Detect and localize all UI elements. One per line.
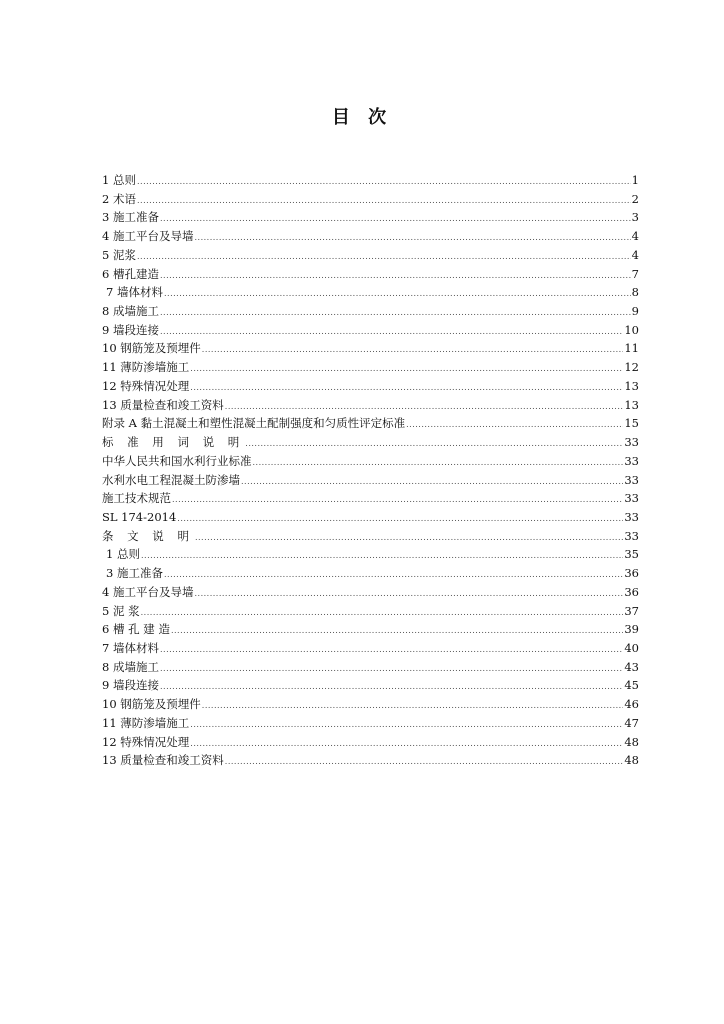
toc-entry-page: 36 (624, 566, 639, 581)
toc-entry[interactable] (102, 414, 639, 433)
toc-entry-page: 2 (631, 191, 639, 206)
toc-entry-page: 43 (624, 659, 639, 674)
toc-dot-leader (160, 304, 631, 323)
toc-entry-label: 施工技术规范 (102, 491, 171, 506)
toc-entry[interactable] (102, 564, 639, 583)
toc-entry-label: 11 薄防渗墙施工 (102, 715, 190, 730)
toc-entry[interactable] (102, 246, 639, 265)
toc-dot-leader (164, 566, 623, 585)
toc-entry-label: 12 特殊情况处理 (102, 378, 190, 393)
toc-entry-label: SL 174-2014 (102, 509, 177, 524)
toc-entry[interactable] (102, 171, 639, 190)
toc-entry-page: 12 (624, 360, 639, 375)
toc-entry[interactable] (102, 602, 639, 621)
toc-entry-page: 47 (624, 715, 639, 730)
toc-entry-label: 3 施工准备 (106, 566, 163, 581)
toc-entry[interactable] (102, 714, 639, 733)
toc-dot-leader (137, 173, 631, 192)
toc-dot-leader (245, 435, 623, 454)
toc-dot-leader (190, 735, 623, 754)
toc-entry-label: 3 施工准备 (102, 210, 159, 225)
toc-entry-page: 8 (631, 285, 639, 300)
toc-entry-label: 4 施工平台及导墙 (102, 584, 194, 599)
toc-dot-leader (160, 678, 623, 697)
toc-entry-page: 46 (624, 697, 639, 712)
toc-entry[interactable] (102, 583, 639, 602)
toc-entry-label: 13 质量检查和竣工资料 (102, 397, 224, 412)
toc-entry[interactable] (102, 208, 639, 227)
toc-dot-leader (137, 192, 631, 211)
toc-entry-label: 8 成墙施工 (102, 659, 159, 674)
toc-entry-label: 9 墙段连接 (102, 322, 159, 337)
toc-entry-label: 中华人民共和国水利行业标准 (102, 453, 252, 468)
toc-dot-leader (171, 622, 623, 641)
toc-dot-leader (225, 753, 624, 772)
toc-entry-label: 附录 A 黏土混凝土和塑性混凝土配制强度和匀质性评定标准 (102, 416, 406, 431)
toc-entry-page: 48 (624, 753, 639, 768)
toc-entry-page: 4 (631, 229, 639, 244)
toc-dot-leader (160, 210, 631, 229)
toc-entry[interactable] (102, 658, 639, 677)
toc-dot-leader (202, 697, 624, 716)
toc-entry-page: 36 (624, 584, 639, 599)
toc-entry-page: 33 (624, 528, 639, 543)
toc-entry-label: 13 质量检查和竣工资料 (102, 753, 224, 768)
toc-entry-label: 水利水电工程混凝土防渗墙 (102, 472, 240, 487)
toc-dot-leader (172, 491, 623, 510)
toc-dot-leader (190, 716, 623, 735)
toc-entry[interactable] (102, 321, 639, 340)
toc-entry-label: 2 术语 (102, 191, 136, 206)
toc-entry[interactable] (102, 751, 639, 770)
toc-entry[interactable] (102, 527, 639, 546)
toc-entry-label: 4 施工平台及导墙 (102, 229, 194, 244)
toc-dot-leader (141, 547, 623, 566)
toc-entry-page: 3 (631, 210, 639, 225)
toc-entry-label: 7 墙体材料 (102, 640, 159, 655)
toc-entry[interactable] (102, 620, 639, 639)
toc-dot-leader (141, 604, 624, 623)
toc-dot-leader (177, 510, 623, 529)
toc-entry[interactable] (102, 676, 639, 695)
toc-entry-page: 15 (624, 416, 639, 431)
toc-entry[interactable] (102, 339, 639, 358)
toc-entry[interactable] (102, 265, 639, 284)
toc-entry-label: 11 薄防渗墙施工 (102, 360, 190, 375)
table-of-contents (102, 171, 639, 770)
toc-entry-page: 45 (624, 678, 639, 693)
toc-dot-leader (195, 529, 623, 548)
toc-entry-label: 1 总则 (102, 173, 136, 187)
toc-dot-leader (194, 585, 623, 604)
toc-entry[interactable] (102, 471, 639, 490)
toc-dot-leader (406, 416, 623, 435)
toc-dot-leader (190, 379, 623, 398)
page-title: 目 次 (331, 107, 393, 128)
toc-entry[interactable] (102, 508, 639, 527)
toc-entry-label: 5 泥 浆 (102, 603, 140, 618)
toc-entry-page: 33 (624, 491, 639, 506)
toc-entry-page: 7 (631, 266, 639, 281)
toc-entry[interactable] (102, 695, 639, 714)
toc-entry[interactable] (102, 452, 639, 471)
toc-dot-leader (253, 454, 624, 473)
toc-entry-page: 9 (631, 304, 639, 319)
toc-dot-leader (241, 473, 623, 492)
toc-entry-page: 35 (624, 547, 639, 562)
toc-dot-leader (164, 285, 631, 304)
toc-entry[interactable] (102, 283, 639, 302)
toc-entry-page: 33 (624, 472, 639, 487)
toc-entry-page: 39 (624, 622, 639, 637)
toc-entry-page: 33 (624, 453, 639, 468)
toc-entry-label: 6 槽 孔 建 造 (102, 622, 170, 637)
toc-entry[interactable] (102, 377, 639, 396)
toc-entry-label: 1 总则 (106, 547, 140, 562)
toc-entry[interactable] (102, 489, 639, 508)
toc-dot-leader (190, 360, 623, 379)
toc-entry-label: 5 泥浆 (102, 247, 136, 262)
toc-entry[interactable] (102, 302, 639, 321)
toc-entry-page: 11 (624, 341, 639, 356)
toc-entry-label: 条 文 说 明 (102, 528, 194, 543)
toc-dot-leader (194, 229, 630, 248)
toc-entry-page: 10 (624, 322, 639, 337)
toc-dot-leader (160, 323, 623, 342)
toc-entry[interactable] (102, 227, 639, 246)
toc-entry-label: 12 特殊情况处理 (102, 734, 190, 749)
toc-entry[interactable] (102, 190, 639, 209)
toc-entry[interactable] (102, 433, 639, 452)
toc-entry-page: 33 (624, 509, 639, 524)
toc-entry-page: 1 (631, 173, 639, 187)
toc-entry-page: 13 (624, 378, 639, 393)
toc-dot-leader (160, 660, 623, 679)
toc-entry-label: 8 成墙施工 (102, 304, 159, 319)
toc-entry-label: 7 墙体材料 (106, 285, 163, 300)
toc-dot-leader (137, 248, 631, 267)
toc-entry-page: 33 (624, 435, 639, 450)
toc-entry-label: 6 槽孔建造 (102, 266, 159, 281)
toc-dot-leader (160, 641, 623, 660)
toc-entry-page: 4 (631, 247, 639, 262)
toc-entry-page: 48 (624, 734, 639, 749)
toc-entry-label: 10 钢筋笼及预埋件 (102, 341, 201, 356)
toc-entry-label: 9 墙段连接 (102, 678, 159, 693)
toc-entry[interactable] (102, 733, 639, 752)
toc-dot-leader (202, 341, 624, 360)
toc-entry-page: 37 (624, 603, 639, 618)
toc-entry[interactable] (102, 639, 639, 658)
toc-entry[interactable] (102, 358, 639, 377)
toc-dot-leader (160, 267, 631, 286)
toc-entry-page: 13 (624, 397, 639, 412)
toc-entry[interactable] (102, 396, 639, 415)
toc-entry-label: 标 准 用 词 说 明 (102, 435, 245, 450)
toc-entry-page: 40 (624, 640, 639, 655)
toc-entry[interactable] (102, 545, 639, 564)
toc-entry-label: 10 钢筋笼及预埋件 (102, 697, 201, 712)
